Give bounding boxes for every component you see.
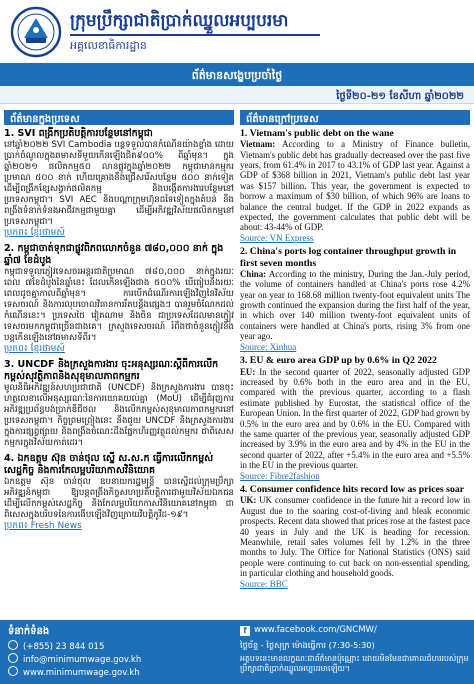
international-article [240, 484, 470, 589]
article-text: According to the ministry, During the Jan.-July period, the volume of containers handled at China's ports rose 4.2% year on year to 168.68 million twenty-foot equivalent units The growth continued the expansion during the first half of the year, in which over 140 million twenty-foot equivalent units of containers were handled at China's ports, rising 3% from one year ago. [240, 268, 470, 342]
facebook-url: www.facebook.com/GNCMW/ [254, 625, 377, 635]
phone-contact[interactable] [8, 640, 104, 652]
article-text: In the second quarter of 2022, seasonally adjusted GDP increased by 0.6% both in the euro area and in the EU, compared with the previous quarter, according to a flash estimate published by Eurostat, the statistical office of the European Union. In the first quarter of 2022, GDP had grown by 0.5% in the euro area and by 0.6% in the EU. Compared with the same quarter of the previous year, seasonally adjusted GDP increased by 3.9% in the euro area and by 4% in the EU in the second quarter of 2022, after +5.4% in the euro area and +5.5% in the EU in the previous quarter. [240, 366, 470, 471]
country-lead: China: [240, 268, 267, 279]
article-source-link[interactable]: Source: Fibre2fashion [240, 470, 320, 481]
email-contact[interactable] [8, 653, 141, 665]
email-address: info@minimumwage.gov.kh [23, 655, 142, 665]
article-title: 1. SVI ពង្រីកប្រតិបត្តិការបន្ថែមនៅកម្ពុជា [4, 128, 153, 139]
council-emblem-icon [10, 6, 62, 58]
article-source-link[interactable]: ប្រភព៖ ខ្មែរថាមស៍ [4, 344, 65, 354]
article-title: 4. ឯកឧត្តម ស៊ុន ចាន់ថុល ស្នើ ស.ស.ក ធ្វើការលើកកម្ពស់សេដ្ឋកិច្ច និងការកែលម្អបរិយាកាសវិនិយោគ [4, 453, 214, 476]
article-title: 2. China's ports log container throughput growth in first seven months [240, 246, 457, 269]
article-title: 1. Vietnam's public debt on the wane [240, 128, 394, 139]
international-article [240, 246, 470, 352]
phone-number: (+855) 23 844 015 [23, 642, 105, 652]
international-news-heading: ព័ត៌មានក្រៅប្រទេស [240, 110, 470, 125]
facebook-link[interactable] [240, 625, 377, 636]
globe-icon [8, 666, 18, 676]
facebook-icon: f [240, 626, 250, 636]
country-lead: Vietnam: [240, 139, 276, 150]
country-lead: EU: [240, 366, 256, 377]
article-source-link[interactable]: Source: Xinhua [240, 341, 297, 352]
phone-icon [8, 640, 18, 650]
article-text: According to a Ministry of Finance bulletin, Vietnam's public debt has gradually decreased over the past five years, from 61.4% in 2017 to 43.1% of GDP last year. Against a GDP of $368 billion in 2021, Vietnam's public debt last year was $157 billion. This year, the government is expected to borrow a maximum of $30 billion, of which 96% are loans to balance the central budget. If the GDP in 2022 expands as expected, the government calculates that public debt will be about: 43-44% of GDP. [240, 139, 470, 233]
country-lead: UK: [240, 495, 257, 506]
website-url: www.minimumwage.gov.kh [23, 668, 140, 678]
article-title: 3. EU & euro area GDP up by 0.6% in Q2 2022 [240, 355, 437, 367]
article-source-link[interactable]: ប្រភព៖ Fresh News [4, 521, 82, 531]
article-body: មូលនិធិអភិវឌ្ឍន៍សហប្រជាជាតិ (UNCDF) និងក្រសួងការងារ បានចុះហត្ថលេខាលើអនុស្សរណៈនៃការយោគយល់គ្នា (MoU) ដើម្បីជំរុញការអភិវឌ្ឍប្រព័ន្ធបង់ប្រាក់ឌីជីថល និងលើកកម្ពស់សុខុមាលភាពកម្មករនៅប្រទេសកម្ពុជា។ កិច្ចព្រមព្រៀងនេះ នឹងជួយ UNCDF និងក្រសួងការងារ ក្នុងការផ្សព្វផ្សាយ និងពង្រឹងចំណេះដឹងផ្នែកហិរញ្ញវត្ថុដល់កម្មករ ជាពិសេសកម្មករក្នុងវិស័យកាត់ដេរ។ [4, 383, 234, 448]
disclaimer-notice: អត្ថបទនេះមានលក្ខណៈជាព័ត៌មានប៉ុណ្ណោះ ដោយមិនមែនជាគោលជំហររបស់ក្រុមប្រឹក្សាជាតិប្រាក់ឈ្នួលអប្បបរមាឡើយ។ [240, 654, 469, 673]
international-article [240, 128, 470, 243]
page-footer [0, 620, 474, 684]
article-title: 3. UNCDF និងក្រសួងការងារ ចុះអនុស្សរណៈស្តីពីការលើកកម្ពស់សុវត្ថិភាពនិងសុខុមាលភាពកម្មករ [4, 359, 219, 382]
domestic-article [4, 453, 234, 532]
domestic-news-column [4, 110, 234, 618]
email-icon [8, 653, 18, 663]
article-body: នៅឆ្នាំ២០២២ SVI Cambodia បន្តទទួលបានកំណើនយ៉ាងខ្លាំង ដោយប្រាក់ចំណូលក្នុងឆមាសទីមួយកើនឡើងជិត៩០០% ពីឆ្នាំមុន។ ក្នុងឆ្នាំ២០២១ ផលិតកម្ម៥០ លានផ្លូវក្នុងឆ្នាំ២០២២ កម្ពុជាមានកម្មករប្រមាណ ៥០០ នាក់ ហើយគ្រោងនឹងជ្រើសរើសបន្ថែម ៥០០ នាក់ទៀត ដើម្បីពង្រីកខ្សែសង្វាក់ផលិតកម្ម និងបង្កើតការងារបន្ថែមនៅប្រទេសកម្ពុជា។ SVI AEC និងបណ្តាក្រុមហ៊ុនដទៃទៀតក្នុងតំបន់ នឹងពង្រឹងទំនាក់ទំនងអាជីវកម្មជាមួយគ្នា ដើម្បីអភិវឌ្ឍវិស័យផលិតកម្មនៅប្រទេសកម្ពុជា។ [4, 140, 234, 227]
domestic-article [4, 243, 234, 355]
domestic-article [4, 359, 234, 449]
international-article [240, 355, 470, 481]
article-source-link[interactable]: ប្រភព៖ ខ្មែរថាមស៍ [4, 228, 65, 238]
page-header [0, 0, 474, 66]
international-news-column [240, 110, 470, 618]
bulletin-date: ថ្ងៃទី២០-២១ ខែសីហា ឆ្នាំ២០២២ [336, 91, 464, 102]
article-text: UK consumer confidence in the future hit a record low in August due to the soaring cost-of-living and bleak economic prospects. Recent data showed that prices rose at the fastest pace 40 years in July and the UK is heading for recession. Meanwhile, retail sales volumes fell by 1.2% in the three months to July. The Office for National Statistics (ONS) said people were continuing to cut back on non-essential spending, in particular clothing and household goods. [240, 495, 470, 579]
website-contact[interactable] [8, 666, 140, 678]
article-body [240, 495, 470, 578]
domestic-news-heading: ព័ត៌មានក្នុងប្រទេស [4, 110, 234, 125]
organization-subtitle: អគ្គលេខាធិការដ្ឋាន [70, 34, 320, 55]
article-body [240, 139, 470, 233]
office-hours: ថ្ងៃច័ន្ទ - ថ្ងៃសុក្រ ម៉ោងធ្វើការ (7:30-5:30) [240, 640, 375, 650]
article-body: កម្ពុជាទទួលភ្ញៀវទេសចរអន្តរជាតិប្រមាណ ៧៨០,០០០ នាក់ក្នុងរយៈពេល ៧ខែដំបូងនៃឆ្នាំនេះ ដែលកើនឡើងជាង ៥០០% បើធៀបនឹងរយៈពេលដូចគ្នាកាលពីឆ្នាំមុន។ ការបើកដំណើរការឡើងវិញនៃវិស័យទេសចរណ៍ និងការលុបចោលវិធានការរឹតបន្តឹងផ្សេងៗ បានរួមចំណែកដល់កំណើននេះ។ ប្រទេសថៃ វៀតណាម និងចិន ជាប្រទេសដែលមានភ្ញៀវទេសចរមកកម្ពុជាច្រើនជាងគេ។ ក្រសួងទេសចរណ៍ រំពឹងថាចំនួនភ្ញៀវនឹងបន្តកើនឡើងនៅឆមាសទីពីរ។ [4, 267, 234, 343]
date-row [0, 86, 474, 104]
article-title: 2. កម្ពុជាចាត់ទុកជាផ្លូវពិភពលោកចំនួន ៧៨០,០០០ នាក់ ក្នុងឆ្នាំ៧ ខែដំបូង [4, 243, 224, 266]
article-body [240, 367, 470, 471]
bulletin-title: ព័ត៌មានសង្ខេបប្រចាំថ្ងៃ [191, 69, 283, 82]
article-source-link[interactable]: Source: BBC [240, 578, 288, 589]
contact-heading: ទំនាក់ទំនង [8, 626, 50, 637]
article-source-link[interactable]: Source: VN Express [240, 232, 314, 243]
organization-title: ក្រុមប្រឹក្សាជាតិប្រាក់ឈ្នួលអប្បបរមា [70, 11, 289, 31]
article-body: ឯកឧត្តម ស៊ុន ចាន់ថុល ឧបនាយករដ្ឋមន្ត្រី បានស្នើដល់ក្រុមប្រឹក្សាអភិវឌ្ឍន៍កម្ពុជា ឱ្យបន្តពង្រឹងកិច្ចសហប្រតិបត្តិការជាមួយវិស័យឯកជន ដើម្បីលើកកម្ពស់សេដ្ឋកិច្ច និងកែលម្អបរិយាកាសវិនិយោគនៅកម្ពុជា ជាពិសេសក្នុងបរិបទនៃការងើបឡើងវិញក្រោយវិបត្តិកូវីដ-១៩។ [4, 477, 234, 520]
domestic-article [4, 128, 234, 239]
article-title: 4. Consumer confidence hits record low as prices soar [240, 484, 465, 496]
article-body [240, 269, 470, 342]
bulletin-title-band [0, 66, 474, 86]
